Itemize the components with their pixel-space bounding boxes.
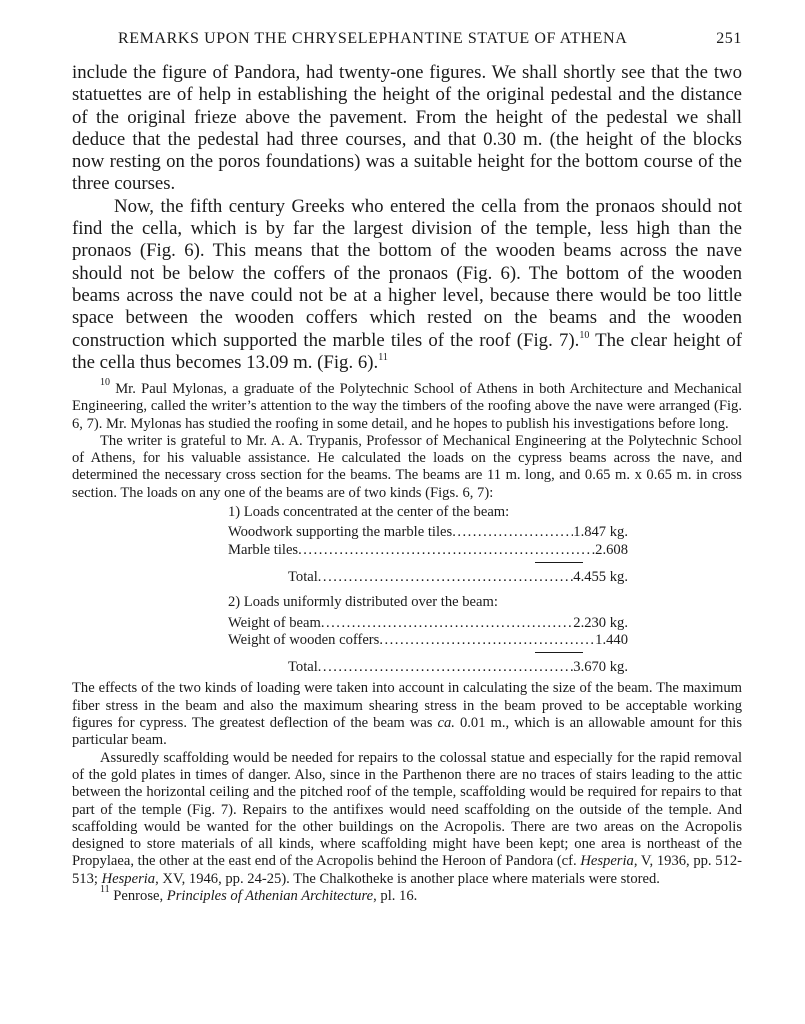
footnote-ref-11[interactable]: 11 [378, 351, 388, 363]
main-text [72, 62, 742, 374]
loads-total-value: 3.670 kg. [573, 659, 628, 676]
footnote-10-marker: 10 [100, 377, 110, 388]
loads-group-1-heading-text: 1) Loads concentrated at the center of the beam: [228, 504, 510, 521]
leader-dots [379, 632, 595, 649]
running-title: REMARKS UPON THE CHRYSELEPHANTINE STATUE OF ATHENA [118, 30, 628, 47]
footnote-11-tail: , pl. 16. [373, 888, 418, 905]
citation-text: , V, 1936, pp. 512-513; [72, 853, 742, 887]
journal-title: Hesperia [101, 870, 156, 887]
loads-group-1-total [228, 569, 628, 586]
loads-row [228, 542, 628, 559]
loads-row [228, 632, 628, 649]
body-paragraph-1: include the figure of Pandora, had twenty-one figures. We shall shortly see that the two statuettes are of help in establishing the height of the original pedestal and the distance of the original frieze above the pavement. From the height of the pedestal we shall deduce that the pedestal had three courses, and that 0.30 m. (the height of the blocks now resting on the poros foundations) was a suitable height for the bottom course of the three courses. [72, 62, 742, 195]
loads-group-2-total [228, 659, 628, 676]
footnote-10-paragraph-2: The writer is grateful to Mr. A. A. Trypanis, Professor of Mechanical Engineering at the Polytechnic School of Athens, for his valuable assistance. He calculated the loads on the cypress beams across the nave, and determined the necessary cross section for the beams. The beams are 11 m. long, and 0.65 m. x 0.65 m. in cross section. The loads on any one of the beams are of two kinds (Figs. 6, 7): [72, 432, 742, 501]
footnote-10-paragraph-4-text: Assuredly scaffolding would be needed for repairs to the colossal statue and especially for the rapid removal of the gold plates in times of danger. Also, since in the Parthenon there are no traces of stairs leading to the attic between the horizontal ceiling and the pitched roof of the temple, scaffolding would be required for repairs to that part of the temple (Fig. 7). Repairs to the antifixes would need scaffolding on the outside of the temple. And scaffolding would be wanted for the other buildings on the Acropolis. There are two areas on the Acropolis designed to store materials of all kinds, where scaffolding might have been kept; one area is northeast of the Propylaea, the other at the east end of the Acropolis behind the Heroon of Pandora (cf. [72, 749, 742, 870]
footnote-10-paragraph-4-tail: , XV, 1946, pp. 24-25). The Chalkotheke is another place where materials were stored. [155, 870, 660, 887]
footnote-10-paragraph-3-text: The effects of the two kinds of loading were taken into account in calculating the size of the beam. The maximum fiber stress in the beam and also the maximum shearing stress in the beam proved to be acceptable working figures for cypress. The greatest deflection of the beam was [72, 680, 742, 732]
loads-row-label: Weight of wooden coffers [228, 631, 380, 648]
footnote-10-paragraph-3 [72, 680, 742, 749]
book-title: Principles of Athenian Architecture [166, 888, 374, 905]
leader-dots [298, 542, 595, 559]
leader-dots [321, 615, 573, 632]
loads-row-value: 2.608 [595, 541, 628, 558]
journal-title: Hesperia [580, 853, 634, 870]
body-paragraph-2-tail: The clear height of the cella thus becomes 13.09 m. (Fig. 6). [72, 329, 742, 373]
leader-dots [318, 569, 573, 586]
loads-group-2-heading [228, 594, 628, 611]
running-header [118, 30, 742, 48]
leader-dots [452, 524, 573, 541]
loads-group-1-heading [228, 504, 628, 521]
loads-row-label: Weight of beam [228, 614, 321, 631]
loads-row-value: 2.230 kg. [573, 614, 628, 631]
footnote-11-marker: 11 [100, 884, 110, 896]
loads-row [228, 524, 628, 541]
page-number: 251 [716, 30, 742, 47]
loads-table [228, 504, 628, 676]
body-paragraph-2 [72, 196, 742, 374]
circa-abbreviation: ca. [437, 715, 455, 732]
footnote-10-paragraph-3-tail: 0.01 m., which is an allowable amount for this particular beam. [72, 715, 742, 749]
footnote-10 [72, 377, 742, 433]
sum-rule [535, 562, 583, 563]
loads-total-value: 4.455 kg. [573, 568, 628, 585]
loads-row-value: 1.847 kg. [573, 524, 628, 541]
footnote-11-author: Penrose, [109, 888, 167, 905]
footnote-10-paragraph-4 [72, 750, 742, 888]
footnote-11 [72, 884, 742, 905]
loads-group-2-heading-text: 2) Loads uniformly distributed over the beam: [228, 594, 498, 611]
footnotes [72, 377, 742, 905]
loads-row-label: Woodwork supporting the marble tiles [228, 524, 453, 541]
loads-total-label: Total [288, 568, 318, 585]
body-paragraph-2-text: Now, the fifth century Greeks who entered the cella from the pronaos should not find the cella, which is by far the largest division of the temple, less high than the pronaos (Fig. 6). This means that the bottom of the wooden beams across the nave should not be below the coffers of the pronaos (Fig. 6). The bottom of the wooden beams across the nave could not be at a higher level, because there would be too little space between the wooden coffers which rested on the beams and the wooden construction which supported the marble tiles of the roof (Fig. 7). [72, 195, 742, 351]
footnote-10-text: Mr. Paul Mylonas, a graduate of the Polytechnic School of Athens in both Architecture and Mechanical Engineering, called the writer’s attention to the way the timbers of the roofing above the nave were arranged (Fig. 6, 7). Mr. Mylonas has studied the roofing in some detail, and he hopes to publish his investigations before long. [72, 381, 742, 432]
footnote-ref-10[interactable]: 10 [579, 329, 590, 341]
loads-total-label: Total [288, 659, 318, 676]
sum-rule [535, 652, 583, 653]
loads-row [228, 615, 628, 632]
loads-row-value: 1.440 [595, 631, 628, 648]
loads-row-label: Marble tiles [228, 541, 299, 558]
leader-dots [318, 659, 573, 676]
